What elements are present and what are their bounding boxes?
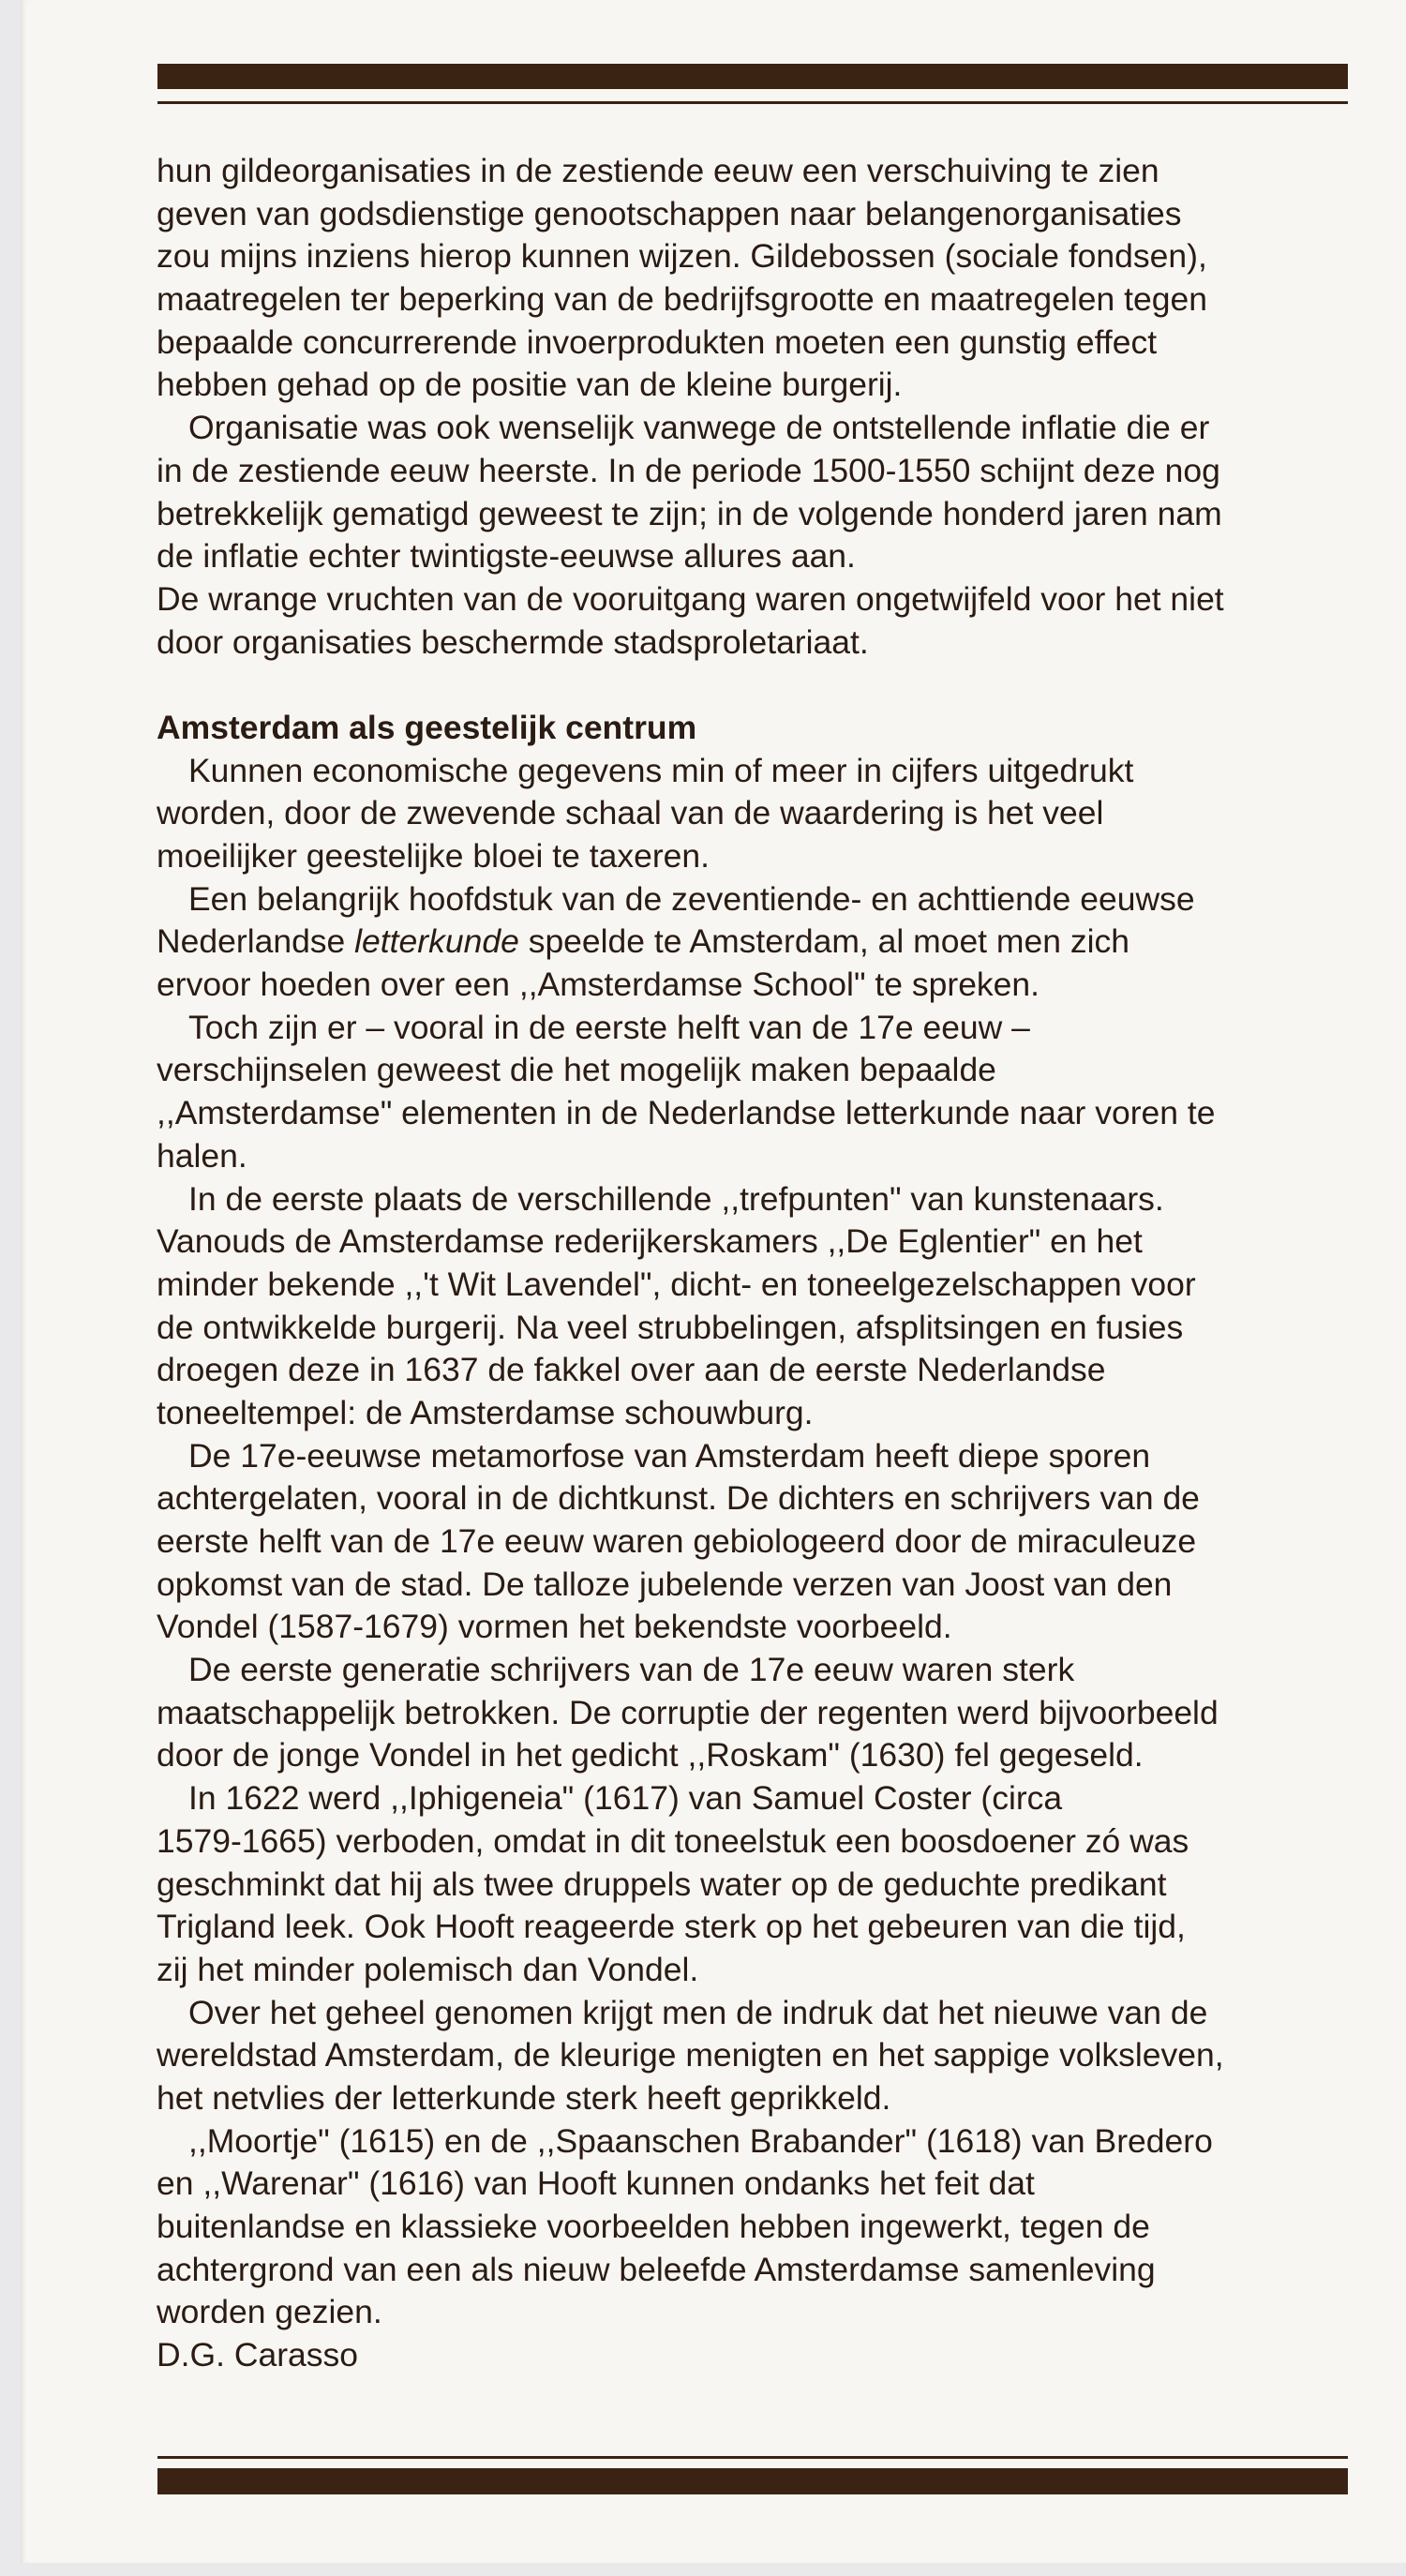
text-line: betrekkelijk gematigd geweest te zijn; in de volgende honderd jaren nam bbox=[157, 494, 1222, 532]
text-line: Toch zijn er – vooral in de eerste helft van de 17e eeuw – bbox=[188, 1008, 1030, 1046]
text-line: achtergelaten, vooral in de dichtkunst. De dichters en schrijvers van de bbox=[157, 1479, 1200, 1518]
text-line: In 1622 werd ,,Iphigeneia" (1617) van Samuel Coster (circa bbox=[188, 1779, 1063, 1818]
text-line: hun gildeorganisaties in de zestiende eeuw een verschuiving te zien bbox=[157, 152, 1159, 189]
text-line: De 17e-eeuwse metamorfose van Amsterdam heeft diepe sporen bbox=[188, 1436, 1151, 1475]
text-fragment: Nederlandse bbox=[157, 922, 355, 961]
text-line: 1579-1665) verboden, omdat in dit toneelstuk een boosdoener zó was bbox=[157, 1821, 1189, 1860]
text-line: ,,Amsterdamse" elementen in de Nederlandse letterkunde naar voren te bbox=[157, 1094, 1216, 1132]
text-line: geschminkt dat hij als twee druppels water op de geduchte predikant bbox=[157, 1865, 1167, 1903]
text-line: geven van godsdienstige genootschappen naar belangenorganisaties bbox=[157, 194, 1182, 232]
text-line: ervoor hoeden over een ,,Amsterdamse School" te spreken. bbox=[157, 966, 1040, 1004]
section-heading: Amsterdam als geestelijk centrum bbox=[157, 708, 697, 746]
text-line-with-italic bbox=[157, 921, 1352, 964]
article-body bbox=[157, 150, 1352, 2377]
text-line: Organisatie was ook wenselijk vanwege de ontstellende inflatie die er bbox=[188, 409, 1210, 447]
text-line: minder bekende ,,'t Wit Lavendel", dicht- en toneelgezelschappen voor bbox=[157, 1265, 1196, 1303]
text-line: zou mijns inziens hierop kunnen wijzen. Gildebossen (sociale fondsen), bbox=[157, 237, 1207, 276]
text-line: buitenlandse en klassieke voorbeelden hebben ingewerkt, tegen de bbox=[157, 2208, 1150, 2245]
text-line: droegen deze in 1637 de fakkel over aan de eerste Nederlandse bbox=[157, 1351, 1106, 1389]
text-line: eerste helft van de 17e eeuw waren gebiologeerd door de miraculeuze bbox=[157, 1522, 1197, 1560]
text-line: achtergrond van een als nieuw beleefde Amsterdamse samenleving bbox=[157, 2250, 1156, 2288]
text-line: Vondel (1587-1679) vormen het bekendste voorbeeld. bbox=[157, 1608, 952, 1646]
text-line: in de zestiende eeuw heerste. In de periode 1500-1550 schijnt deze nog bbox=[157, 451, 1220, 489]
text-line: moeilijker geestelijke bloei te taxeren. bbox=[157, 837, 710, 875]
text-line: De wrange vruchten van de vooruitgang waren ongetwijfeld voor het niet bbox=[157, 579, 1224, 618]
text-line: verschijnselen geweest die het mogelijk maken bepaalde bbox=[157, 1051, 996, 1089]
section-gap bbox=[157, 664, 1352, 707]
text-line: Vanouds de Amsterdamse rederijkerskamers ,,De Eglentier" en het bbox=[157, 1222, 1143, 1261]
text-line: In de eerste plaats de verschillende ,,trefpunten" van kunstenaars. bbox=[188, 1179, 1164, 1218]
text-line: de ontwikkelde burgerij. Na veel strubbelingen, afsplitsingen en fusies bbox=[157, 1308, 1184, 1346]
text-line: wereldstad Amsterdam, de kleurige menigten en het sappige volksleven, bbox=[157, 2036, 1224, 2074]
text-line: maatschappelijk betrokken. De corruptie der regenten werd bijvoorbeeld bbox=[157, 1693, 1219, 1731]
text-line: het netvlies der letterkunde sterk heeft geprikkeld. bbox=[157, 2078, 891, 2117]
text-line: halen. bbox=[157, 1136, 247, 1175]
text-line: de inflatie echter twintigste-eeuwse allures aan. bbox=[157, 537, 856, 576]
italic-term: letterkunde bbox=[354, 922, 519, 961]
text-line: ,,Moortje" (1615) en de ,,Spaanschen Brabander" (1618) van Bredero bbox=[188, 2121, 1213, 2160]
text-line: Over het geheel genomen krijgt men de indruk dat het nieuwe van de bbox=[188, 1993, 1208, 2031]
text-line: De eerste generatie schrijvers van de 17e eeuw waren sterk bbox=[188, 1651, 1075, 1689]
text-line: Kunnen economische gegevens min of meer in cijfers uitgedrukt bbox=[188, 751, 1134, 789]
text-line: worden, door de zwevende schaal van de waardering is het veel bbox=[157, 794, 1104, 832]
top-decorative-line bbox=[157, 101, 1348, 104]
author-signature: D.G. Carasso bbox=[157, 2336, 359, 2374]
text-line: opkomst van de stad. De talloze jubelende verzen van Joost van den bbox=[157, 1565, 1173, 1603]
text-line: zij het minder polemisch dan Vondel. bbox=[157, 1950, 699, 1988]
text-line: toneeltempel: de Amsterdamse schouwburg. bbox=[157, 1393, 814, 1431]
top-decorative-bar bbox=[157, 64, 1348, 89]
text-line: hebben gehad op de positie van de kleine burgerij. bbox=[157, 366, 903, 404]
text-line: door de jonge Vondel in het gedicht ,,Roskam" (1630) fel gegeseld. bbox=[157, 1736, 1144, 1775]
text-line: en ,,Warenar" (1616) van Hooft kunnen ondanks het feit dat bbox=[157, 2164, 1035, 2203]
text-line: worden gezien. bbox=[157, 2293, 382, 2331]
text-line: bepaalde concurrerende invoerprodukten moeten een gunstig effect bbox=[157, 322, 1158, 361]
bottom-decorative-line bbox=[157, 2456, 1348, 2459]
text-line: door organisaties beschermde stadsproletariaat. bbox=[157, 622, 869, 661]
document-page bbox=[21, 0, 1406, 2563]
text-line: maatregelen ter beperking van de bedrijfsgrootte en maatregelen tegen bbox=[157, 280, 1207, 319]
text-fragment: speelde te Amsterdam, al moet men zich bbox=[518, 922, 1129, 961]
bottom-decorative-bar bbox=[157, 2468, 1348, 2494]
text-line: Trigland leek. Ook Hooft reageerde sterk op het gebeuren van die tijd, bbox=[157, 1908, 1186, 1946]
text-line: Een belangrijk hoofdstuk van de zeventiende- en achttiende eeuwse bbox=[188, 879, 1195, 918]
